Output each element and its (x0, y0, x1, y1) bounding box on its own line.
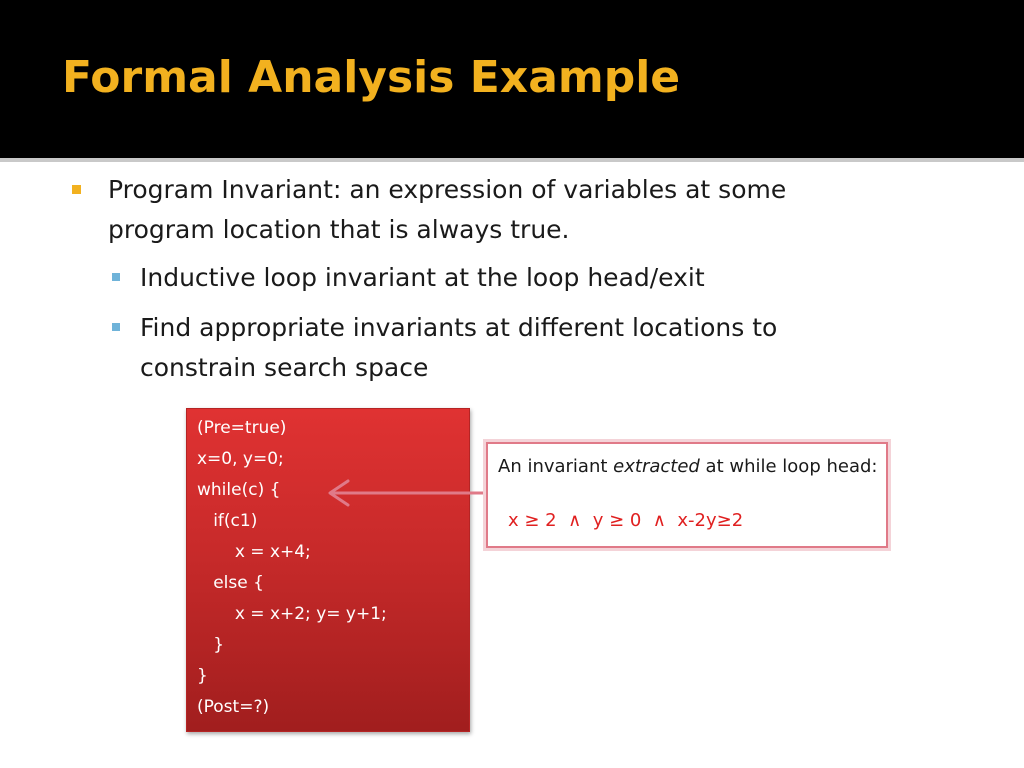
arrow-icon (320, 478, 490, 508)
callout-suffix: at while loop head: (699, 456, 878, 477)
code-line: else { (197, 573, 264, 593)
subbullet-text: Inductive loop invariant at the loop head/exit (140, 263, 705, 292)
code-line: x = x+2; y= y+1; (197, 604, 387, 624)
slide-content (0, 162, 1024, 768)
callout-text (498, 452, 878, 481)
bullet-program-invariant (108, 170, 898, 250)
code-line: (Pre=true) (197, 418, 287, 438)
code-line: while(c) { (197, 480, 281, 500)
invariant-callout (486, 442, 888, 548)
code-line: } (197, 666, 208, 686)
invariant-formula: x ≥ 2 ∧ y ≥ 0 ∧ x-2y≥2 (508, 510, 744, 531)
subbullet-square-icon (112, 273, 120, 281)
bullet-square-icon (72, 185, 81, 194)
subbullet-square-icon (112, 323, 120, 331)
code-line: if(c1) (197, 511, 258, 531)
code-box (186, 408, 470, 732)
subbullet-text: Find appropriate invariants at different locations to constrain search space (140, 313, 778, 382)
callout-emphasis: extracted (613, 456, 700, 477)
title-bar (0, 0, 1024, 158)
subbullet-inductive-loop (140, 258, 900, 298)
code-line: (Post=?) (197, 697, 270, 717)
subbullet-find-invariants (140, 308, 900, 388)
slide-title: Formal Analysis Example (62, 52, 681, 103)
code-line: x=0, y=0; (197, 449, 284, 469)
code-line: x = x+4; (197, 542, 311, 562)
code-line: } (197, 635, 225, 655)
callout-prefix: An invariant (498, 456, 614, 477)
bullet-text: Program Invariant: an expression of variables at some program location that is always true. (108, 175, 787, 244)
